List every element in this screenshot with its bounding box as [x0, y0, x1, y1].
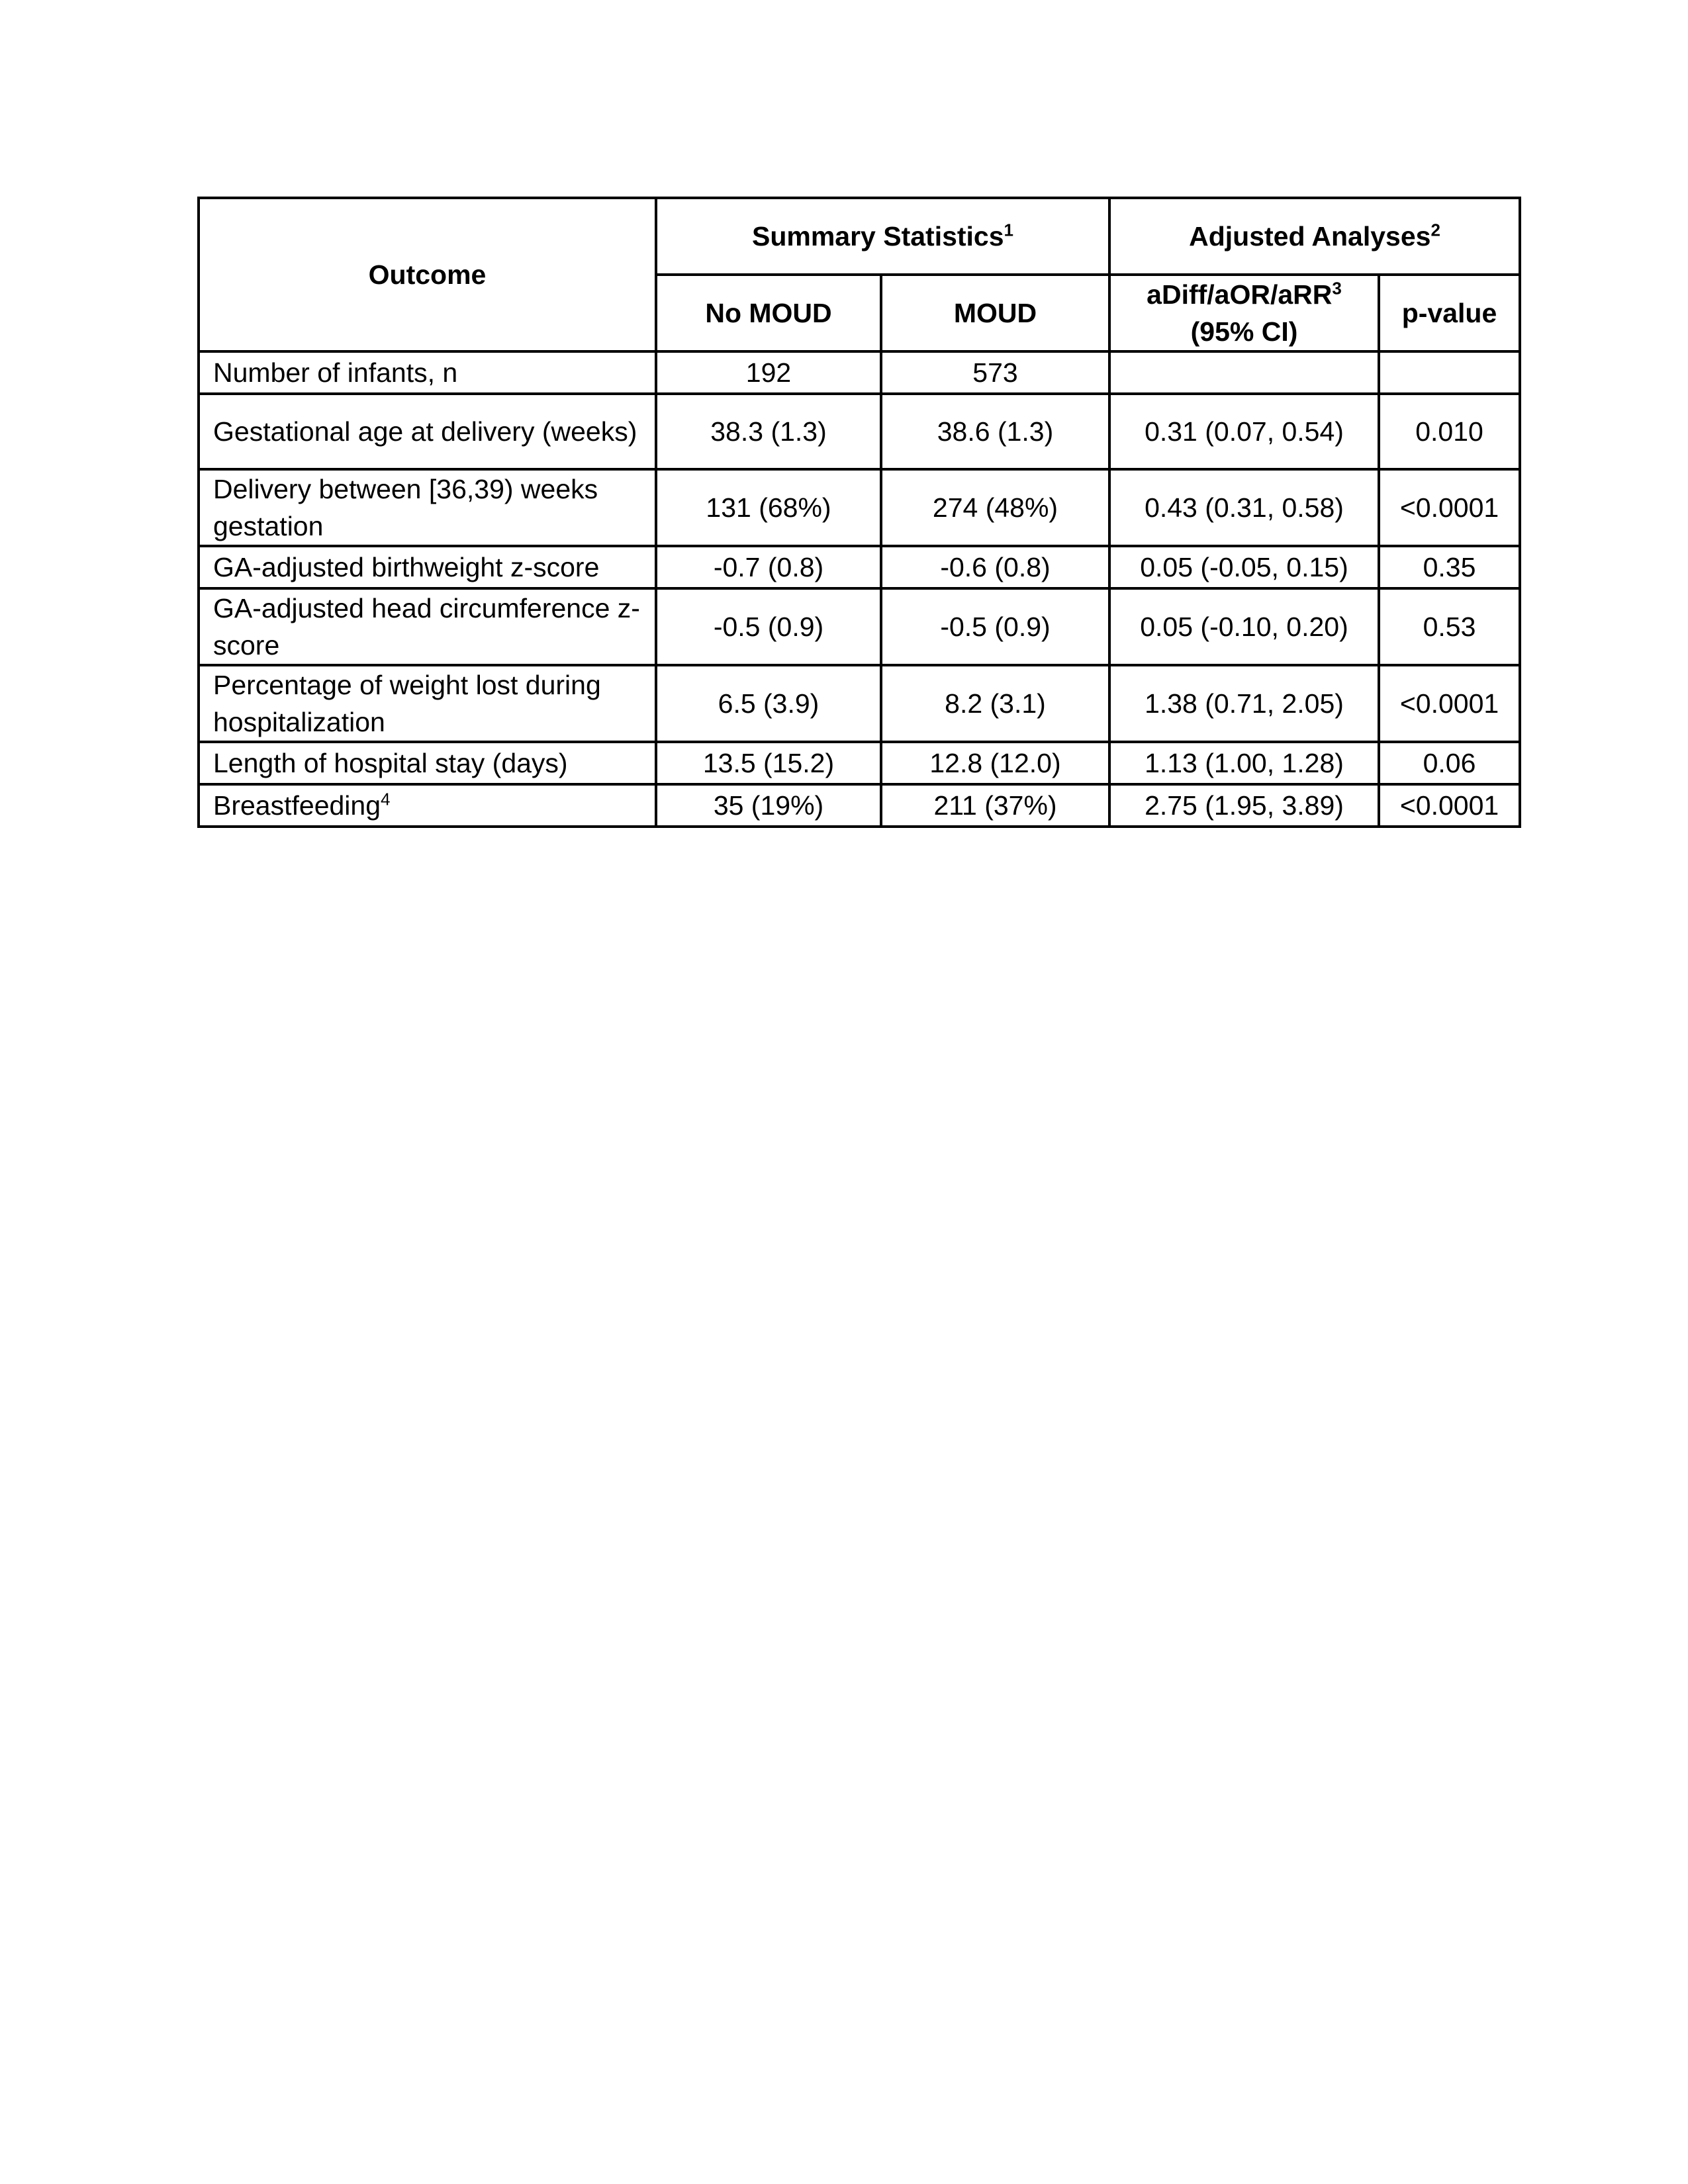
table-row: [199, 351, 1520, 394]
table-row: [199, 546, 1520, 588]
header-summary-statistics-label: Summary Statistics: [751, 221, 1004, 251]
table-row: [199, 394, 1520, 469]
adjusted-cell: [1109, 351, 1379, 394]
header-p-value: p-value: [1379, 275, 1520, 351]
p-value-cell: 0.06: [1379, 742, 1520, 784]
no-moud-cell: 131 (68%): [656, 469, 881, 546]
outcome-cell: Delivery between [36,39) weeks gestation: [199, 469, 656, 546]
moud-cell: 8.2 (3.1): [881, 665, 1109, 742]
no-moud-cell: -0.7 (0.8): [656, 546, 881, 588]
outcome-cell: GA-adjusted head circumference z-score: [199, 588, 656, 665]
footnote-marker-1: 1: [1004, 220, 1014, 240]
adjusted-cell: 2.75 (1.95, 3.89): [1109, 784, 1379, 827]
no-moud-cell: 35 (19%): [656, 784, 881, 827]
moud-cell: 211 (37%): [881, 784, 1109, 827]
header-moud: MOUD: [881, 275, 1109, 351]
table-row: [199, 588, 1520, 665]
moud-cell: -0.5 (0.9): [881, 588, 1109, 665]
header-adjusted-analyses: [1109, 198, 1520, 275]
moud-cell: -0.6 (0.8): [881, 546, 1109, 588]
header-adjusted-estimate-label: aDiff/aOR/aRR: [1147, 279, 1333, 310]
header-adjusted-estimate-line1: [1124, 276, 1364, 313]
p-value-cell: <0.0001: [1379, 469, 1520, 546]
table-row: [199, 784, 1520, 827]
adjusted-cell: 1.38 (0.71, 2.05): [1109, 665, 1379, 742]
p-value-cell: [1379, 351, 1520, 394]
no-moud-cell: -0.5 (0.9): [656, 588, 881, 665]
adjusted-cell: 0.31 (0.07, 0.54): [1109, 394, 1379, 469]
header-row-top: [199, 198, 1520, 275]
outcome-cell: [199, 784, 656, 827]
moud-cell: 573: [881, 351, 1109, 394]
adjusted-cell: 0.05 (-0.10, 0.20): [1109, 588, 1379, 665]
header-adjusted-estimate-line2: (95% CI): [1190, 316, 1298, 347]
header-adjusted-analyses-label: Adjusted Analyses: [1189, 221, 1431, 251]
p-value-cell: 0.010: [1379, 394, 1520, 469]
header-adjusted-estimate: [1109, 275, 1379, 351]
moud-cell: 12.8 (12.0): [881, 742, 1109, 784]
adjusted-cell: 0.43 (0.31, 0.58): [1109, 469, 1379, 546]
outcome-cell: Gestational age at delivery (weeks): [199, 394, 656, 469]
results-table: [197, 197, 1521, 828]
no-moud-cell: 13.5 (15.2): [656, 742, 881, 784]
adjusted-cell: 1.13 (1.00, 1.28): [1109, 742, 1379, 784]
outcome-label: Breastfeeding: [213, 790, 381, 821]
header-no-moud: No MOUD: [656, 275, 881, 351]
table-row: [199, 665, 1520, 742]
footnote-marker-3: 3: [1332, 278, 1342, 298]
table-row: [199, 469, 1520, 546]
footnote-marker-4: 4: [381, 789, 391, 809]
no-moud-cell: 6.5 (3.9): [656, 665, 881, 742]
p-value-cell: 0.35: [1379, 546, 1520, 588]
outcome-cell: Percentage of weight lost during hospitalization: [199, 665, 656, 742]
header-summary-statistics: [656, 198, 1109, 275]
outcome-cell: GA-adjusted birthweight z-score: [199, 546, 656, 588]
adjusted-cell: 0.05 (-0.05, 0.15): [1109, 546, 1379, 588]
p-value-cell: <0.0001: [1379, 665, 1520, 742]
no-moud-cell: 38.3 (1.3): [656, 394, 881, 469]
p-value-cell: 0.53: [1379, 588, 1520, 665]
footnote-marker-2: 2: [1430, 220, 1440, 240]
outcome-cell: Number of infants, n: [199, 351, 656, 394]
no-moud-cell: 192: [656, 351, 881, 394]
table-row: [199, 742, 1520, 784]
header-outcome: Outcome: [199, 198, 656, 351]
outcome-cell: Length of hospital stay (days): [199, 742, 656, 784]
moud-cell: 274 (48%): [881, 469, 1109, 546]
p-value-cell: <0.0001: [1379, 784, 1520, 827]
moud-cell: 38.6 (1.3): [881, 394, 1109, 469]
